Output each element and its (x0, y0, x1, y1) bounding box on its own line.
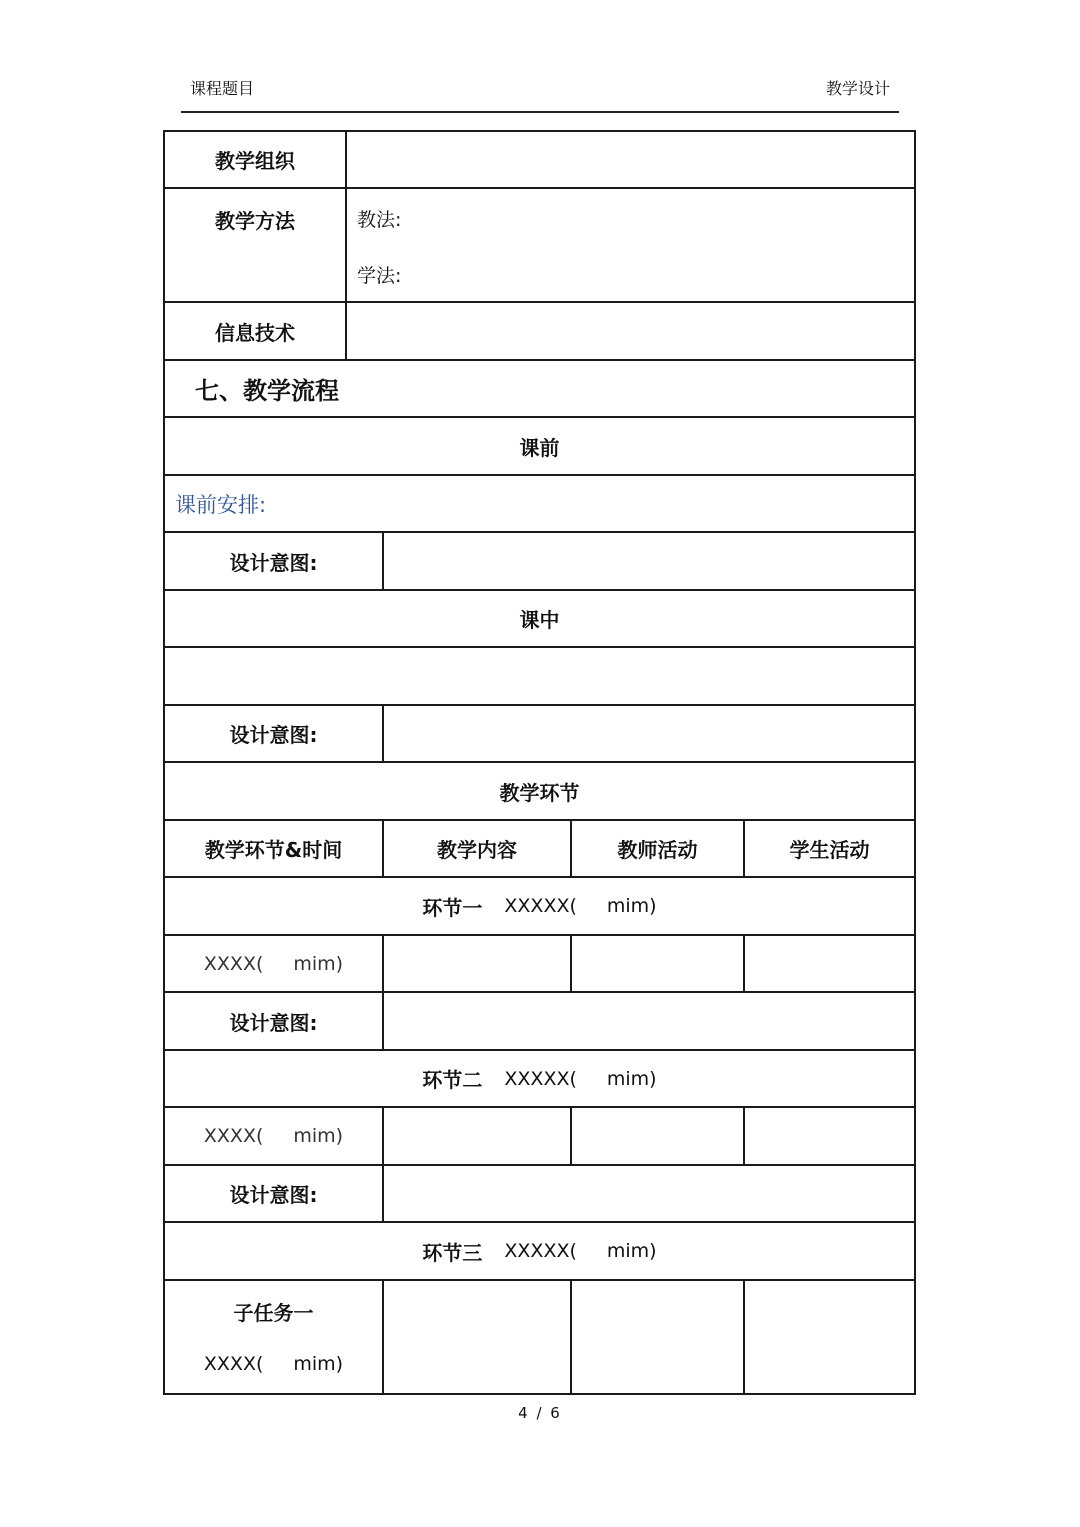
pre-class-arrangement-label: 课前安排: (175, 492, 267, 517)
sub-time: mim) (293, 1125, 344, 1147)
design-intent-label: 设计意图: (229, 1183, 318, 1207)
stage-2-time: mim) (606, 1067, 657, 1090)
page-number: 4 / 6 (518, 1404, 562, 1422)
row-stages-title (163, 763, 916, 821)
row-pre-class-arrangement (163, 476, 916, 533)
design-intent-value (382, 706, 914, 761)
row-stage-3 (163, 1223, 916, 1281)
sub-placeholder: XXXX( (203, 1125, 264, 1147)
subtask-1-cell (165, 1281, 382, 1393)
pre-class-heading: 课前 (519, 435, 560, 460)
stage-3-time: mim) (606, 1240, 657, 1262)
row-design-intent-1 (163, 533, 916, 591)
stage-2-name: 环节二 (422, 1068, 483, 1092)
row-column-headers (163, 821, 916, 878)
row-info-tech (163, 303, 916, 361)
column-header-content: 教学内容 (382, 821, 570, 876)
row-in-class (163, 591, 916, 648)
stage-1-placeholder: XXXXX( (504, 895, 577, 917)
header-doc-type: 教学设计 (826, 79, 891, 98)
header-course-title: 课程题目 (190, 79, 255, 98)
sub-time: mim) (293, 1353, 344, 1375)
teach-method-text: 教法: (357, 209, 402, 231)
row-pre-class (163, 418, 916, 476)
row-subtask-1 (163, 1281, 916, 1395)
row-in-class-content (163, 648, 916, 706)
row-design-intent-4 (163, 1166, 916, 1223)
info-tech-label: 信息技术 (215, 320, 295, 345)
subtask-1-student-activity (743, 1281, 914, 1393)
design-intent-label: 设计意图: (229, 1010, 318, 1035)
learn-method-text: 学法: (357, 265, 402, 287)
stage-2-placeholder: XXXXX( (504, 1067, 577, 1090)
row-teaching-organization (163, 130, 916, 189)
row-section-title (163, 361, 916, 418)
row-stage-2-detail (163, 1108, 916, 1166)
subtask-1-teacher-activity (570, 1281, 743, 1393)
info-tech-value (345, 303, 914, 359)
design-intent-value (382, 533, 914, 589)
column-header-teacher-activity: 教师活动 (570, 821, 743, 876)
stage-3-name: 环节三 (422, 1240, 483, 1265)
column-header-stage-time: 教学环节&时间 (204, 838, 343, 862)
teaching-organization-value (345, 132, 914, 187)
stage-1-name: 环节一 (422, 895, 483, 920)
section-title: 七、教学流程 (195, 377, 339, 405)
row-design-intent-2 (163, 706, 916, 763)
stage-2-heading (165, 1051, 914, 1106)
stage-3-placeholder: XXXXX( (504, 1240, 577, 1262)
design-intent-value (382, 1166, 914, 1221)
stage-1-teacher-activity (570, 936, 743, 991)
stage-2-detail-time (165, 1108, 382, 1164)
row-stage-1 (163, 878, 916, 936)
subtask-1-name: 子任务一 (233, 1301, 314, 1325)
design-intent-label: 设计意图: (229, 723, 318, 747)
subtask-1-content (382, 1281, 570, 1393)
sub-placeholder: XXXX( (203, 952, 264, 975)
row-stage-2 (163, 1051, 916, 1108)
teaching-methods-label: 教学方法 (215, 209, 295, 233)
sub-time: mim) (293, 952, 344, 975)
stage-1-heading (165, 878, 914, 934)
stage-2-content (382, 1108, 570, 1164)
sub-placeholder: XXXX( (203, 1353, 264, 1375)
row-design-intent-3 (163, 993, 916, 1051)
stage-1-content (382, 936, 570, 991)
stage-1-detail-time (165, 936, 382, 991)
stage-2-student-activity (743, 1108, 914, 1164)
stage-1-student-activity (743, 936, 914, 991)
design-intent-label: 设计意图: (229, 550, 318, 575)
stages-heading: 教学环节 (499, 780, 580, 805)
design-intent-value (382, 993, 914, 1049)
teaching-organization-label: 教学组织 (215, 149, 295, 173)
stage-2-teacher-activity (570, 1108, 743, 1164)
column-header-student-activity: 学生活动 (743, 821, 914, 876)
row-teaching-methods (163, 189, 916, 303)
row-stage-1-detail (163, 936, 916, 993)
stage-3-heading (165, 1223, 914, 1279)
header-rule (181, 111, 899, 113)
stage-1-time: mim) (606, 895, 657, 917)
in-class-heading: 课中 (519, 608, 560, 632)
